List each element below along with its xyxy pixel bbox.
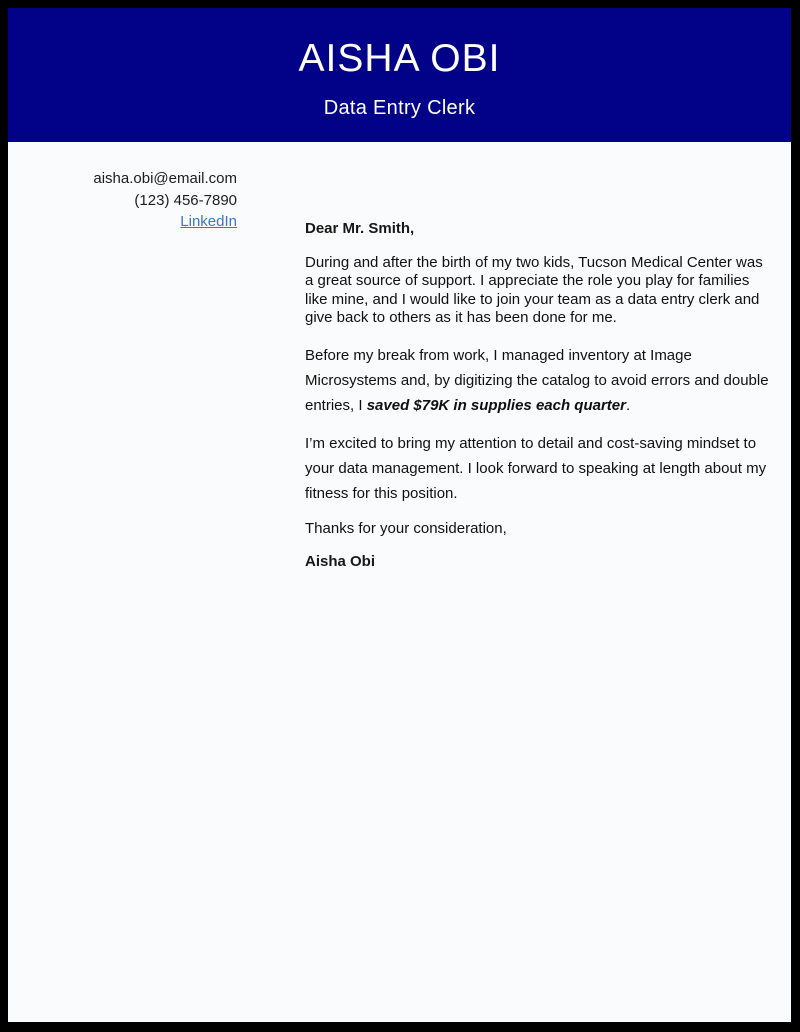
letter-signature: Aisha Obi [305,552,376,570]
content-columns [8,142,791,570]
paragraph-2-period: . [625,396,631,414]
letter-closing: Thanks for your consideration, [305,519,507,537]
linkedin-link[interactable]: LinkedIn [180,213,237,230]
candidate-name: AISHA OBI [298,37,501,81]
letter-paragraph-3: I’m excited to bring my attention to detail and cost-saving mindset to your data management. I look forward to speaking at length about my fitness for this position. [305,434,767,502]
letter-body [305,142,773,570]
contact-linkedin-row [8,211,237,233]
letter-paragraph-2 [305,343,773,418]
contact-block [8,142,237,233]
paragraph-2-highlight: saved $79K in supplies each quarter [366,396,626,414]
letter-paragraph-1: During and after the birth of my two kids, Tucson Medical Center was a great source of support. I appreciate the role you play for families like mine, and I would like to join your team as a data entry clerk and give back to others as it has been done for me. [305,254,763,327]
letter-sheet [8,8,791,1022]
letter-header [8,8,791,142]
contact-phone: (123) 456-7890 [134,191,237,209]
contact-email: aisha.obi@email.com [93,170,237,187]
letter-greeting: Dear Mr. Smith, [305,220,415,237]
paragraph-2-text: Before my break from work, I managed inventory at Image Microsystems and, by digitizing the catalog to avoid errors and double entries, I [305,346,769,414]
job-title: Data Entry Clerk [323,96,476,119]
